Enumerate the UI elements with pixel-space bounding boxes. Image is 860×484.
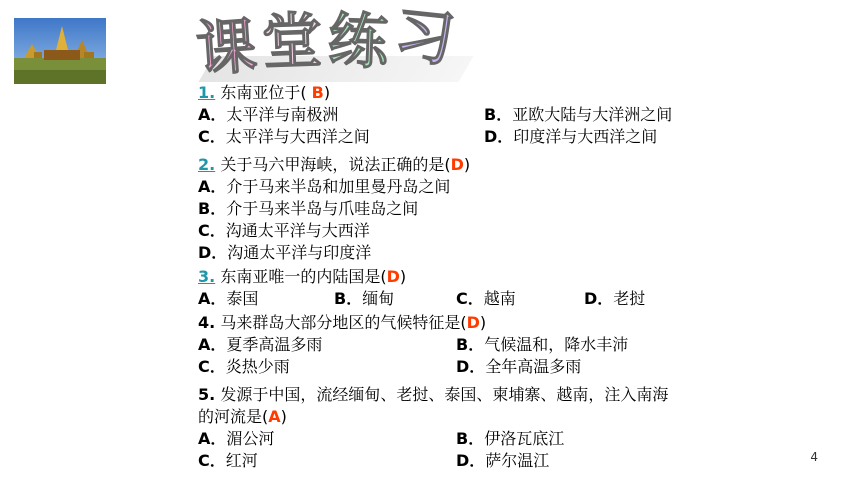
option-text: 泰国 [226,289,259,308]
option-1d: D．印度洋与大西洋之间 [484,127,658,146]
option-letter: A [198,105,211,124]
temple-photo [14,18,106,84]
question-2 [198,154,470,176]
answer-letter: D [466,313,480,332]
question-close: ) [479,313,487,332]
question-number: 2. [198,155,216,174]
option-text: 湄公河 [226,429,275,448]
option-letter: D [456,357,470,376]
option-text: 全年高温多雨 [485,357,582,376]
answer-letter: A [268,407,281,426]
title-char-2: 堂 [260,5,330,79]
option-text: 红河 [225,451,258,470]
option-4a: A．夏季高温多雨 [198,335,323,354]
option-text: 亚欧大陆与大洋洲之间 [512,105,673,124]
option-text: 气候温和，降水丰沛 [484,335,629,354]
answer-letter: D [386,267,400,286]
question-close: ) [280,407,287,426]
option-4c: C．炎热少雨 [198,357,290,376]
question-text: 东南亚唯一的内陆国是( [220,267,387,286]
option-text: 太平洋与大西洋之间 [225,127,370,146]
option-2d: D．沟通太平洋与印度洋 [198,243,372,262]
question-5-line-2 [198,406,287,428]
option-1c: C．太平洋与大西洋之间 [198,127,370,146]
option-3b: B．缅甸 [334,289,395,308]
answer-letter: B [311,83,324,102]
option-letter: C [456,289,468,308]
option-2a: A．介于马来半岛和加里曼丹岛之间 [198,177,451,196]
option-text: 越南 [483,289,516,308]
question-text: 马来群岛大部分地区的气候特征是( [220,313,467,332]
question-text: 东南亚位于( [220,83,307,102]
title-char-1: 课 [194,10,265,86]
option-text: 缅甸 [362,289,395,308]
option-letter: B [456,429,469,448]
option-text: 介于马来半岛和加里曼丹岛之间 [226,177,451,196]
option-letter: C [198,451,210,470]
option-text: 介于马来半岛与爪哇岛之间 [226,199,419,218]
option-2b: B．介于马来半岛与爪哇岛之间 [198,199,419,218]
option-2c: C．沟通太平洋与大西洋 [198,221,370,240]
option-letter: A [198,429,211,448]
option-1b: B．亚欧大陆与大洋洲之间 [484,105,673,124]
question-text-continued: 的河流是( [198,407,269,426]
option-letter: C [198,221,210,240]
question-1 [198,82,330,104]
option-text: 夏季高温多雨 [226,335,323,354]
question-5 [198,384,668,406]
option-letter: B [198,199,211,218]
question-number: 4. [198,313,216,332]
option-letter: D [484,127,498,146]
option-letter: D [584,289,598,308]
page-number: 4 [810,450,818,464]
option-3a: A．泰国 [198,289,259,308]
option-text: 老挝 [613,289,646,308]
option-4b: B．气候温和，降水丰沛 [456,335,629,354]
option-letter: A [198,289,211,308]
option-letter: C [198,357,210,376]
question-3 [198,266,406,288]
option-letter: B [484,105,497,124]
title-char-3: 练 [326,5,396,79]
option-text: 伊洛瓦底江 [484,429,565,448]
question-text: 发源于中国，流经缅甸、老挝、泰国、柬埔寨、越南，注入南海 [220,385,669,404]
option-letter: D [456,451,470,470]
option-5b: B．伊洛瓦底江 [456,429,565,448]
option-1a: A．太平洋与南极洲 [198,105,339,124]
option-5d: D．萨尔温江 [456,451,550,470]
option-text: 沟通太平洋与印度洋 [227,243,372,262]
question-close: ) [463,155,471,174]
option-letter: B [456,335,469,354]
option-5c: C．红河 [198,451,258,470]
option-letter: B [334,289,347,308]
option-3d: D．老挝 [584,289,646,308]
question-close: ) [323,83,331,102]
option-letter: D [198,243,212,262]
option-5a: A．湄公河 [198,429,275,448]
question-number: 1. [198,83,216,102]
option-text: 沟通太平洋与大西洋 [225,221,370,240]
question-number: 5. [198,385,216,404]
title-char-4: 习 [390,0,464,77]
option-text: 印度洋与大西洋之间 [513,127,658,146]
option-text: 萨尔温江 [485,451,550,470]
page-title [194,0,464,86]
option-3c: C．越南 [456,289,516,308]
question-text: 关于马六甲海峡，说法正确的是( [220,155,451,174]
option-text: 炎热少雨 [225,357,290,376]
question-close: ) [399,267,407,286]
question-4 [198,312,486,334]
question-number: 3. [198,267,216,286]
option-4d: D．全年高温多雨 [456,357,582,376]
option-text: 太平洋与南极洲 [226,105,339,124]
option-letter: A [198,335,211,354]
option-letter: C [198,127,210,146]
option-letter: A [198,177,211,196]
answer-letter: D [450,155,464,174]
